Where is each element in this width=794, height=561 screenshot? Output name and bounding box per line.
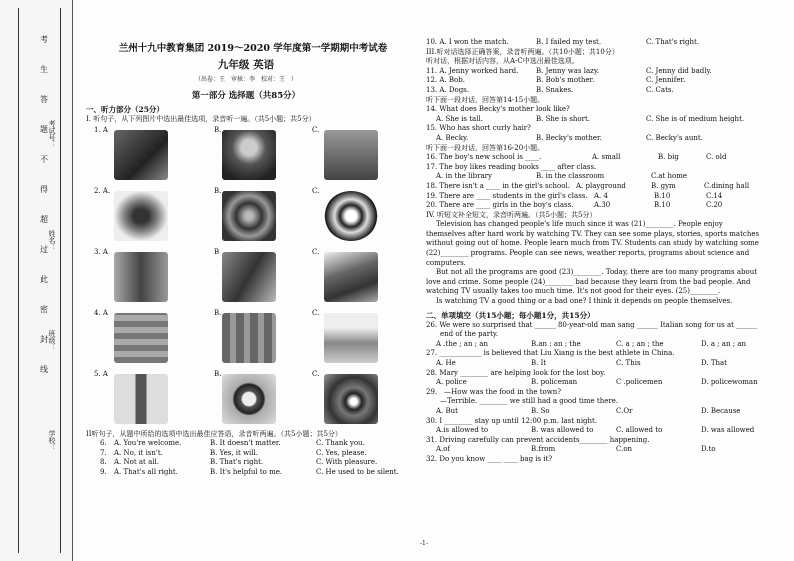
question-15-options bbox=[426, 134, 771, 144]
option-a: A. in the library bbox=[436, 172, 492, 181]
seal-char: 线 bbox=[40, 365, 48, 374]
picture-3b bbox=[222, 252, 276, 302]
question-10 bbox=[426, 38, 771, 48]
option-a: A. small bbox=[592, 153, 621, 162]
school-label: 学校： bbox=[48, 430, 56, 451]
option-b: B. gym bbox=[651, 181, 676, 190]
question-17-options bbox=[426, 172, 771, 182]
option-b: B. was allowed to bbox=[531, 426, 594, 435]
picture-1b bbox=[222, 130, 276, 180]
right-column bbox=[426, 38, 771, 553]
option-c: C. With pleasure. bbox=[316, 458, 378, 467]
question-28: 28. Mary ________ are helping look for the lost boy. bbox=[426, 368, 606, 377]
option-c: C.Or bbox=[616, 406, 633, 415]
pic-label-c: C. bbox=[312, 247, 320, 256]
seat-label: 考试号： bbox=[48, 120, 56, 148]
choice-title: 二、单项填空（共15小题；每小题1分，共15分） bbox=[426, 310, 595, 320]
option-a: A. police bbox=[436, 378, 467, 387]
passage-line: (22)________ programs. People can see news, weather reports, programs about science and bbox=[426, 249, 750, 258]
question-15: 15. Who has short curly hair? bbox=[426, 124, 531, 133]
option-c: C.on bbox=[616, 445, 633, 454]
picture-row-3 bbox=[86, 248, 406, 308]
option-c: C. Thank you. bbox=[316, 439, 365, 448]
option-b: B.10 bbox=[654, 191, 671, 200]
passage-line: But not all the programs are good (23)________. Today, there are too many programs about bbox=[436, 268, 758, 277]
question-9 bbox=[86, 468, 406, 478]
option-c: C.dining hall bbox=[704, 181, 750, 190]
option-c: C. He used to be silent. bbox=[316, 467, 399, 476]
option-a: 12. A. Bob. bbox=[426, 76, 465, 85]
seal-text bbox=[40, 25, 48, 385]
option-b: B. in the classroom bbox=[536, 172, 605, 181]
question-11 bbox=[426, 67, 771, 77]
option-a: A .the ; an ; an bbox=[436, 339, 488, 348]
passage-line: computers. bbox=[426, 258, 466, 267]
passage-line: themselves after hard work by watching TV. They can see some plays, stories, sports matches bbox=[426, 229, 760, 238]
seal-line-outer bbox=[18, 8, 19, 553]
question-30: 30. I ________ stay up until 12:00 p.m. last night. bbox=[426, 416, 598, 425]
option-a: A.of bbox=[436, 445, 451, 454]
option-a: A. He bbox=[436, 359, 456, 367]
seal-char: 封 bbox=[40, 335, 48, 344]
name-label: 姓名： bbox=[48, 230, 56, 251]
question-text: 19. There are ____ students in the girl's class. bbox=[426, 191, 588, 200]
seal-char: 密 bbox=[40, 305, 48, 314]
option-b: B. policeman bbox=[531, 378, 578, 387]
option-b: B. She is short. bbox=[536, 114, 591, 123]
question-text: 16. The boy's new school is ____. bbox=[426, 153, 542, 162]
option-a: A. playground bbox=[576, 181, 626, 190]
option-a: A. Becky. bbox=[436, 133, 469, 142]
question-26-cont: end of the party. bbox=[440, 330, 499, 339]
option-d: D. a ; an ; an bbox=[701, 339, 746, 348]
q-number: 8. bbox=[100, 458, 107, 467]
option-b: B. So bbox=[531, 406, 550, 415]
option-b: B. It's helpful to me. bbox=[210, 467, 283, 476]
option-a: A. But bbox=[436, 406, 458, 415]
listen-ii-instruction: II听句子，从题中所给的选项中选出最佳应答语，录音听两遍。（共5小题；共5分） bbox=[86, 429, 342, 438]
option-a: A.30 bbox=[594, 201, 611, 210]
option-a: A.is allowed to bbox=[436, 426, 489, 435]
option-b: B.from bbox=[531, 445, 556, 454]
passage-line: watching TV usually takes too much time. It's not good for their eyes. (25)________. bbox=[426, 287, 721, 296]
q-number: 9. bbox=[100, 467, 107, 476]
page-number: -1- bbox=[420, 540, 428, 547]
option-b: B. That's right. bbox=[210, 458, 264, 467]
option-a: A. 4 bbox=[594, 191, 608, 200]
option-b: B. It bbox=[531, 359, 547, 367]
listening-title: 一、听力部分（25分） bbox=[86, 105, 164, 114]
question-26: 26. We were so surprised that ______ 80-year-old man sang ______ Italian song for us at ______ bbox=[426, 320, 758, 329]
question-14-options bbox=[426, 115, 771, 125]
left-column bbox=[86, 40, 406, 555]
option-d: D. That bbox=[701, 359, 727, 367]
listen-iv-instruction: IV. 听短文补全短文，录音听两遍。（共5小题；共5分） bbox=[426, 210, 597, 219]
option-c: C.at home bbox=[651, 172, 688, 181]
question-27-options bbox=[426, 359, 771, 369]
question-32: 32. Do you know ____ ____ bag is it? bbox=[426, 454, 553, 463]
pic-label-b: B bbox=[214, 247, 220, 256]
option-b: B.10 bbox=[654, 201, 671, 210]
class-label: 班级： bbox=[48, 330, 56, 351]
pic-label-a: 4. A bbox=[94, 308, 108, 317]
option-c: C. Cats. bbox=[646, 85, 674, 94]
option-b: B. big bbox=[658, 153, 679, 162]
listen-iii-sub: 听对话，根据对话内容，从A-C中选出最佳选项。 bbox=[426, 57, 579, 66]
pic-label-b: B. bbox=[214, 125, 222, 134]
option-c: C. allowed to bbox=[616, 426, 663, 435]
picture-2c bbox=[324, 191, 378, 241]
option-c: C.14 bbox=[706, 191, 723, 200]
part1-title: 第一部分 选择题（共85分） bbox=[191, 91, 301, 101]
question-text: 20. There are ____ girls in the boy's class. bbox=[426, 201, 574, 210]
option-d: D. Because bbox=[701, 406, 741, 415]
option-b: B.an ; an ; the bbox=[531, 339, 581, 348]
pic-label-c: C. bbox=[312, 369, 320, 378]
option-b: B. Snakes. bbox=[536, 85, 574, 94]
option-c: C. This bbox=[616, 359, 641, 367]
pic-label-a: 1. A bbox=[94, 125, 108, 134]
picture-1a bbox=[114, 130, 168, 180]
question-19 bbox=[426, 192, 771, 202]
picture-5a bbox=[114, 374, 168, 424]
listen-iii-instruction: III.听对话选择正确答案，录音听两遍。（共10小题；共10分） bbox=[426, 47, 619, 56]
picture-4c bbox=[324, 313, 378, 363]
option-c: C. Jenny did badly. bbox=[646, 66, 712, 75]
seal-char: 得 bbox=[40, 185, 48, 194]
seal-char: 答 bbox=[40, 95, 48, 104]
option-c: C.20 bbox=[706, 201, 723, 210]
question-6 bbox=[86, 439, 406, 449]
pic-label-c: C. bbox=[312, 186, 320, 195]
picture-2b bbox=[222, 191, 276, 241]
passage-line: Television has changed people's life much since it was (21)________. People enjoy bbox=[436, 220, 723, 229]
picture-5b bbox=[222, 374, 276, 424]
question-26-options bbox=[426, 340, 771, 350]
option-b: B. Becky's mother. bbox=[536, 133, 602, 142]
picture-5c bbox=[324, 374, 378, 424]
picture-4b bbox=[222, 313, 276, 363]
pic-label-a: 5. A bbox=[94, 369, 108, 378]
seal-char: 生 bbox=[40, 65, 48, 74]
passage-line: love and crime. Some people (24)________ bad because they learn from the bad people. And bbox=[426, 277, 751, 286]
question-27: 27. ____________ is believed that Liu Xiang is the best athlete in China. bbox=[426, 349, 675, 358]
pic-label-a: 3. A bbox=[94, 247, 108, 256]
seal-char: 超 bbox=[40, 215, 48, 224]
option-c: C. Jennifer. bbox=[646, 76, 686, 85]
q-number: 7. bbox=[100, 448, 107, 457]
option-c: C. a ; an ; the bbox=[616, 339, 664, 348]
option-d: D. policewoman bbox=[701, 378, 758, 387]
question-29: 29. —How was the food in the town? bbox=[426, 387, 562, 396]
picture-4a bbox=[114, 313, 168, 363]
picture-3a bbox=[114, 252, 168, 302]
option-a: A. She is tall. bbox=[436, 114, 483, 123]
picture-3c bbox=[324, 252, 378, 302]
option-c: C .policemen bbox=[616, 378, 663, 387]
seal-char: 题 bbox=[40, 125, 48, 134]
option-a: A. No, it isn't. bbox=[114, 448, 163, 457]
question-28-options bbox=[426, 378, 771, 388]
binding-margin bbox=[0, 0, 73, 561]
picture-row-5 bbox=[86, 370, 406, 430]
seal-char: 不 bbox=[40, 155, 48, 164]
option-a: A. That's all right. bbox=[114, 467, 178, 476]
option-b: B. Bob's mother. bbox=[536, 76, 595, 85]
question-30-options bbox=[426, 426, 771, 436]
pic-label-b: B. bbox=[214, 369, 222, 378]
picture-2a bbox=[114, 191, 168, 241]
option-c: C. She is of medium height. bbox=[646, 114, 745, 123]
picture-row-4 bbox=[86, 309, 406, 369]
option-b: B. I failed my test. bbox=[536, 38, 602, 46]
option-b: B. Yes, it will. bbox=[210, 448, 259, 457]
option-d: D. was allowed bbox=[701, 426, 755, 435]
option-a: A. You're welcome. bbox=[114, 439, 182, 448]
option-a: A. Not at all. bbox=[114, 458, 159, 467]
option-a: 13. A. Dogs. bbox=[426, 85, 469, 94]
question-12 bbox=[426, 76, 771, 86]
pic-label-c: C. bbox=[312, 125, 320, 134]
question-14: 14. What does Becky's mother look like? bbox=[426, 105, 570, 114]
option-c: C. Yes, please. bbox=[316, 448, 367, 457]
option-a: 11. A. Jenny worked hard. bbox=[426, 66, 519, 75]
question-text: 18. There isn't a ____ in the girl's school. bbox=[426, 181, 570, 190]
question-17: 17. The boy likes reading books ____ after class. bbox=[426, 162, 597, 171]
question-31: 31. Driving carefully can prevent accidents________ happening. bbox=[426, 435, 650, 444]
option-b: B. Jenny was lazy. bbox=[536, 66, 600, 75]
question-8 bbox=[86, 458, 406, 468]
option-a: 10. A. I won the match. bbox=[426, 38, 509, 46]
passage-line: Is watching TV a good thing or a bad one? I think it depends on people themselves. bbox=[436, 297, 733, 306]
question-18 bbox=[426, 182, 771, 192]
option-d: D.to bbox=[701, 445, 716, 454]
picture-row-1 bbox=[86, 126, 406, 186]
picture-row-2 bbox=[86, 187, 406, 247]
question-20 bbox=[426, 201, 771, 211]
option-c: C. That's right. bbox=[646, 38, 700, 46]
option-c: C. old bbox=[706, 153, 727, 162]
pic-label-b: B. bbox=[214, 308, 222, 317]
question-31-options bbox=[426, 445, 771, 455]
pic-label-c: C. bbox=[312, 308, 320, 317]
option-b: B. It doesn't matter. bbox=[210, 439, 281, 448]
question-16 bbox=[426, 153, 771, 163]
passage-line: without going out of home. People learn much from TV. Students can study by watching some bbox=[426, 239, 759, 248]
q16-20-intro: 听下面一段对话，回答第16-20小题。 bbox=[426, 143, 545, 152]
pic-label-a: 2. A. bbox=[94, 186, 111, 195]
seal-char: 过 bbox=[40, 245, 48, 254]
picture-1c bbox=[324, 130, 378, 180]
q14-15-intro: 听下面一段对话，回答第14-15小题。 bbox=[426, 95, 545, 104]
exam-subject: 九年级 英语 bbox=[217, 59, 275, 71]
option-c: C. Becky's aunt. bbox=[646, 133, 703, 142]
exam-title: 兰州十九中教育集团 2019～2020 学年度第一学期期中考试卷 bbox=[118, 43, 388, 54]
pic-label-b: B. bbox=[214, 186, 222, 195]
question-29-reply: —Terrible. ________ we still had a good time there. bbox=[426, 397, 619, 406]
seal-char: 考 bbox=[40, 35, 48, 44]
question-7 bbox=[86, 449, 406, 459]
seal-line-inner bbox=[60, 8, 61, 553]
exam-staff: （出卷：王 审核：李 校对：王 ） bbox=[194, 76, 297, 83]
question-13 bbox=[426, 86, 771, 96]
listen-i-instruction: I. 听句子，从下列图片中选出最佳选项，录音听一遍。（共5小题；共5分） bbox=[86, 115, 316, 123]
question-29-options bbox=[426, 407, 771, 417]
seal-char: 此 bbox=[40, 275, 48, 284]
q-number: 6. bbox=[100, 439, 107, 448]
